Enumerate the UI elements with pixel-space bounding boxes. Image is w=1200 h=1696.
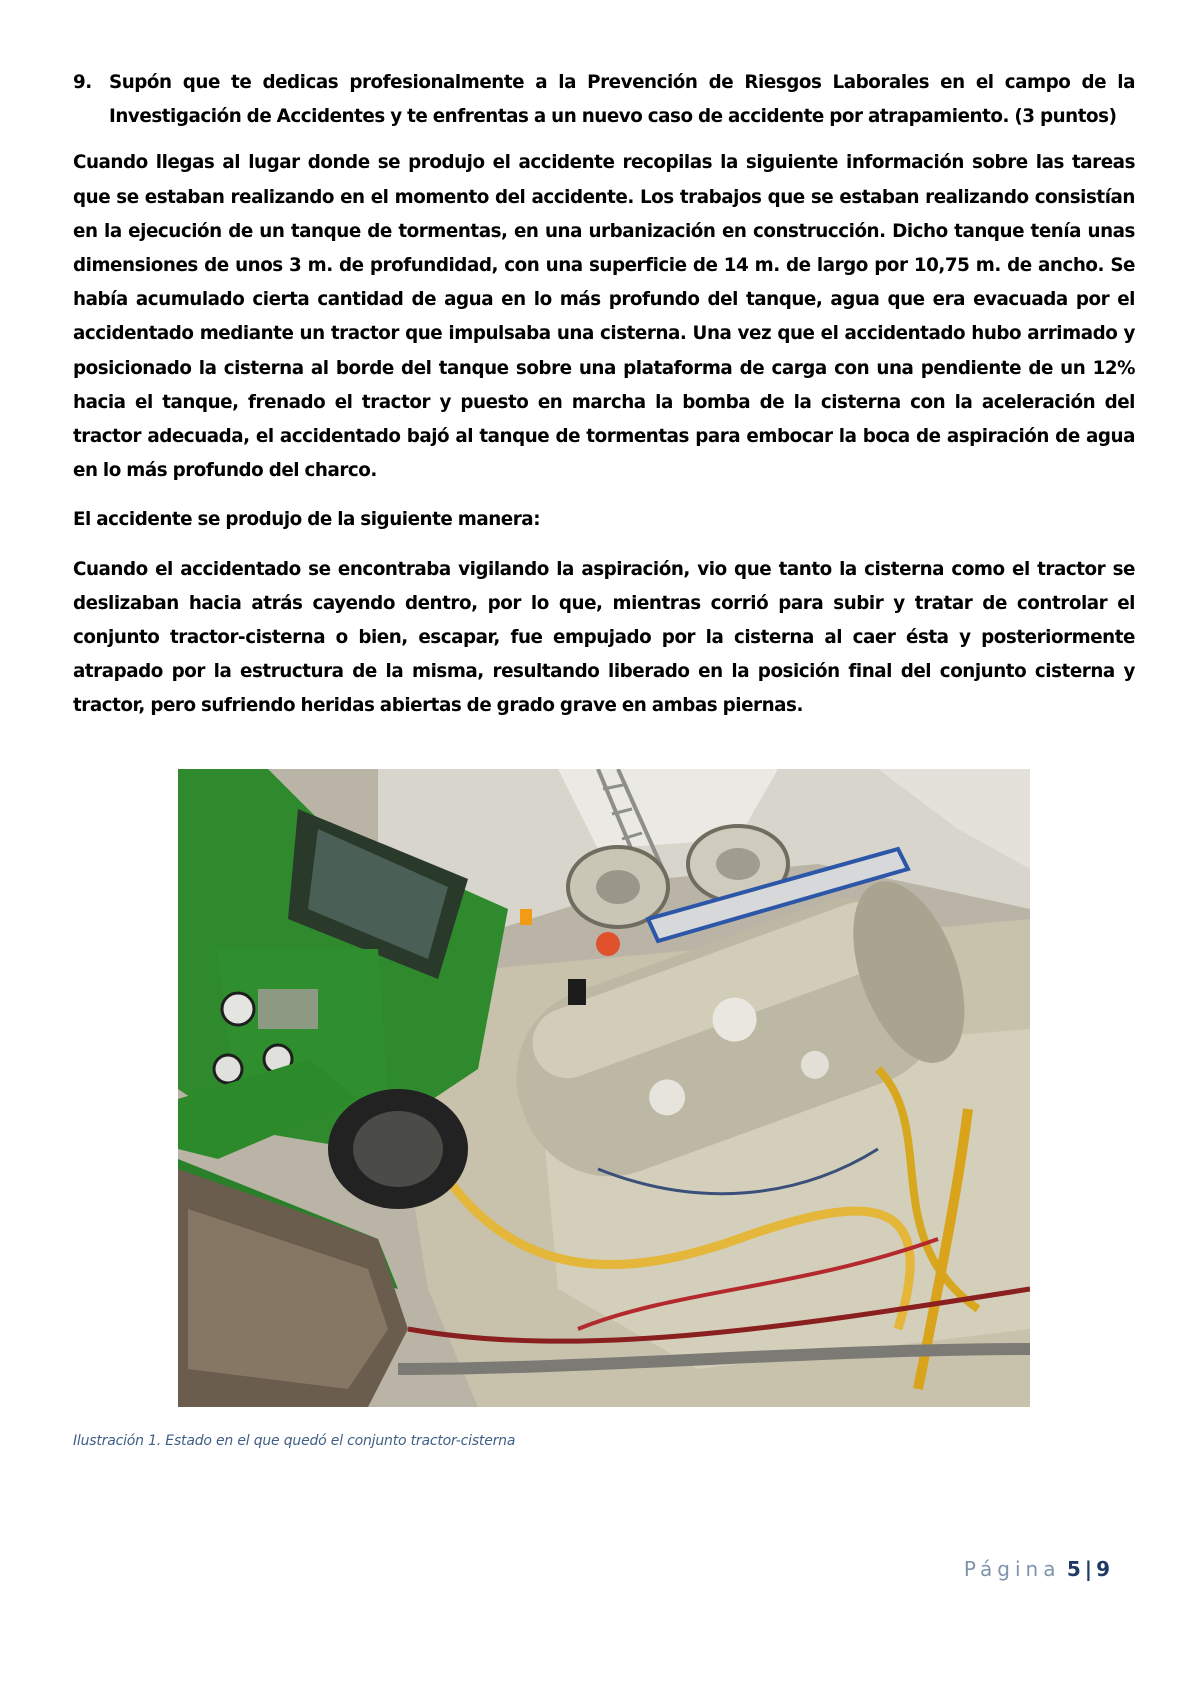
page-content	[73, 66, 1135, 724]
total-pages-number: 9	[1096, 1557, 1110, 1581]
accident-description-paragraph: Cuando el accidentado se encontraba vigilando la aspiración, vio que tanto la cisterna como el tractor se deslizaban hacia atrás cayendo dentro, por lo que, mientras corrió para subir y tratar de controlar el conjunto tractor-cisterna o bien, escapar, fue empujado por la cisterna al caer ésta y posteriormente atrapado por la estructura de la misma, resultando liberado en la posición final del conjunto cisterna y tractor, pero sufriendo heridas abiertas de grado grave en ambas piernas.	[73, 558, 1135, 717]
context-paragraph: Cuando llegas al lugar donde se produjo el accidente recopilas la siguiente información sobre las tareas que se estaban realizando en el momento del accidente. Los trabajos que se estaban realizando consistían en la ejecución de un tanque de tormentas, en una urbanización en construcción. Dicho tanque tenía unas dimensiones de unos 3 m. de profundidad, con una superficie de 14 m. de largo por 10,75 m. de ancho. Se había acumulado cierta cantidad de agua en lo más profundo del tanque, agua que era evacuada por el accidentado mediante un tractor que impulsaba una cisterna. Una vez que el accidentado hubo arrimado y posicionado la cisterna al borde del tanque sobre una plataforma de carga con una pendiente de un 12% hacia el tanque, frenado el tractor y puesto en marcha la bomba de la cisterna con la aceleración del tractor adecuada, el accidentado bajó al tanque de tormentas para embocar la boca de aspiración de agua en lo más profundo del charco.	[73, 152, 1135, 482]
current-page-number: 5	[1066, 1557, 1081, 1581]
question-text: Supón que te dedicas profesionalmente a la Prevención de Riesgos Laborales en el campo de la Investigación de Accidentes y te enfrentas a un nuevo caso de accidente por atrapamiento. (3 puntos)	[109, 72, 1135, 128]
question-item	[73, 66, 1135, 134]
page-separator: |	[1084, 1557, 1093, 1581]
page-label: Página	[963, 1557, 1061, 1581]
page-footer	[964, 1557, 1110, 1581]
figure-caption: Ilustración 1. Estado en el que quedó el conjunto tractor-cisterna	[73, 1433, 516, 1449]
accident-heading-paragraph: El accidente se produjo de la siguiente manera:	[73, 509, 541, 531]
accident-photo	[178, 769, 1030, 1407]
question-number: 9.	[73, 72, 92, 93]
accident-photo-illustration	[178, 769, 1030, 1407]
